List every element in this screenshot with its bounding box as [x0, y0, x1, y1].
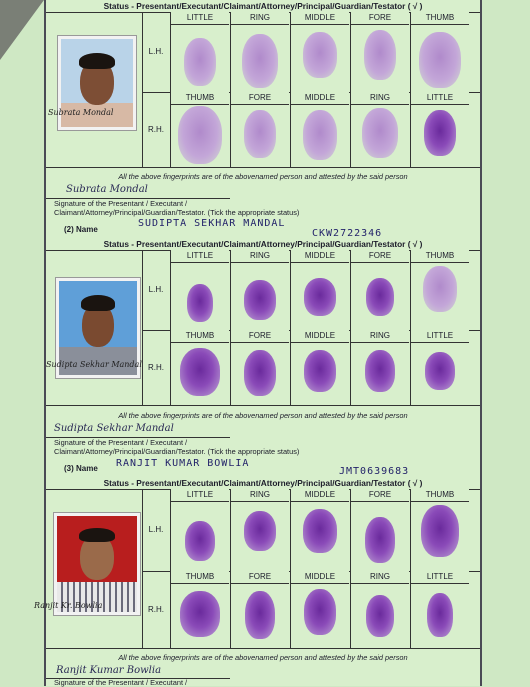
handwritten-name-3: RANJIT KUMAR BOWLIA: [116, 458, 250, 469]
finger-label: RING: [231, 489, 289, 502]
status-line-1: Status - Presentant/Executant/Claimant/Attorney/Principal/Guardian/Testator ( √ ): [103, 1, 423, 11]
fingerprint: [366, 278, 394, 316]
finger-label: THUMB: [171, 92, 229, 105]
fingerprint: [244, 350, 276, 396]
name-label-3: (3) Name: [64, 464, 98, 473]
signature-3: Ranjit Kumar Bowlia: [56, 665, 162, 676]
fingerprint: [423, 266, 457, 312]
person-1-photo-signature: Subrata Mondal: [48, 108, 114, 117]
finger-label: LITTLE: [171, 12, 229, 25]
fingerprint: [180, 591, 220, 637]
finger-label: RING: [351, 330, 409, 343]
fingerprint: [180, 348, 220, 396]
fingerprint: [427, 593, 453, 637]
fingerprint: [421, 505, 459, 557]
attestation-text-1: All the above fingerprints are of the abovenamed person and attested by the said person: [118, 172, 408, 181]
status-line-3: Status - Presentant/Executant/Claimant/Attorney/Principal/Guardian/Testator ( √ ): [103, 478, 423, 488]
page-fold-corner: [0, 0, 44, 60]
handwritten-name-2: SUDIPTA SEKHAR MANDAL: [138, 218, 286, 229]
fingerprint: [365, 350, 395, 392]
fingerprint: [242, 34, 278, 88]
finger-label: RING: [231, 12, 289, 25]
fingerprint: [244, 511, 276, 551]
handwritten-id-3: JMT0639683: [339, 466, 410, 477]
left-hand-label-1: L.H.: [142, 12, 171, 92]
signature-2: Sudipta Sekhar Mandal: [54, 423, 174, 434]
fingerprint: [304, 350, 336, 392]
person-2-block: [46, 250, 480, 405]
signature-caption-2: [54, 438, 299, 456]
fingerprint: [419, 32, 461, 88]
fingerprint-grid-2: [170, 250, 480, 405]
finger-label: MIDDLE: [291, 330, 349, 343]
person-1-block: [46, 12, 480, 167]
finger-label: THUMB: [411, 250, 469, 263]
finger-label: FORE: [351, 250, 409, 263]
finger-label: LITTLE: [171, 250, 229, 263]
person-2-photo-signature: Sudipta Sekhar Mandal: [46, 360, 142, 369]
fingerprint: [185, 521, 215, 561]
fingerprint-form-page: [34, 0, 482, 687]
finger-label: RING: [231, 250, 289, 263]
person-3-block: [34, 489, 480, 648]
fingerprint: [364, 30, 396, 80]
caption-line: Signature of the Presentant / Executant /: [54, 199, 188, 208]
fingerprint: [365, 517, 395, 563]
fingerprint: [366, 595, 394, 637]
finger-label: THUMB: [171, 571, 229, 584]
fingerprint: [424, 110, 456, 156]
finger-label: MIDDLE: [291, 92, 349, 105]
caption-line: Claimant/Attorney/Principal/Guardian/Testator. (Tick the appropriate status): [54, 208, 300, 217]
fingerprint: [425, 352, 455, 390]
finger-label: FORE: [351, 489, 409, 502]
finger-label: FORE: [231, 571, 289, 584]
person-3-photo-signature: Ranjit Kr. Bowlia: [34, 601, 103, 610]
finger-label: RING: [351, 92, 409, 105]
person-3-photo: [54, 513, 140, 615]
fingerprint-grid-3: [170, 489, 480, 648]
finger-label: MIDDLE: [291, 571, 349, 584]
attestation-text-3: All the above fingerprints are of the abovenamed person and attested by the said person: [118, 653, 408, 662]
fingerprint: [244, 280, 276, 320]
finger-label: MIDDLE: [291, 12, 349, 25]
fingerprint: [245, 591, 275, 639]
finger-label: FORE: [231, 330, 289, 343]
fingerprint: [304, 278, 336, 316]
status-line-2: Status - Presentant/Executant/Claimant/Attorney/Principal/Guardian/Testator ( √ ): [103, 239, 423, 249]
finger-label: FORE: [351, 12, 409, 25]
fingerprint: [362, 108, 398, 158]
finger-label: MIDDLE: [291, 489, 349, 502]
right-hand-label-3: R.H.: [142, 571, 171, 648]
fingerprint: [303, 110, 337, 160]
left-hand-label-3: L.H.: [142, 489, 171, 571]
signature-1: Subrata Mondal: [66, 184, 148, 195]
fingerprint: [303, 509, 337, 553]
left-hand-label-2: L.H.: [142, 250, 171, 330]
finger-label: LITTLE: [411, 92, 469, 105]
finger-label: THUMB: [411, 12, 469, 25]
finger-label: LITTLE: [171, 489, 229, 502]
fingerprint-grid-1: [170, 12, 480, 167]
caption-line: Signature of the Presentant / Executant /: [54, 678, 188, 687]
caption-line: Claimant/Attorney/Principal/Guardian/Testator. (Tick the appropriate status): [54, 447, 300, 456]
finger-label: LITTLE: [411, 571, 469, 584]
fingerprint: [304, 589, 336, 635]
right-hand-label-2: R.H.: [142, 330, 171, 405]
finger-label: THUMB: [171, 330, 229, 343]
fingerprint: [187, 284, 213, 322]
handwritten-id-2: CKW2722346: [312, 228, 383, 239]
finger-label: MIDDLE: [291, 250, 349, 263]
fingerprint: [303, 32, 337, 78]
finger-label: THUMB: [411, 489, 469, 502]
caption-line: Signature of the Presentant / Executant /: [54, 438, 188, 447]
name-label-2: (2) Name: [64, 225, 98, 234]
attestation-text-2: All the above fingerprints are of the abovenamed person and attested by the said person: [118, 411, 408, 420]
fingerprint: [184, 38, 216, 86]
finger-label: LITTLE: [411, 330, 469, 343]
finger-label: RING: [351, 571, 409, 584]
finger-label: FORE: [231, 92, 289, 105]
right-hand-label-1: R.H.: [142, 92, 171, 167]
signature-caption-1: [54, 199, 299, 217]
fingerprint: [244, 110, 276, 158]
fingerprint: [178, 106, 222, 164]
